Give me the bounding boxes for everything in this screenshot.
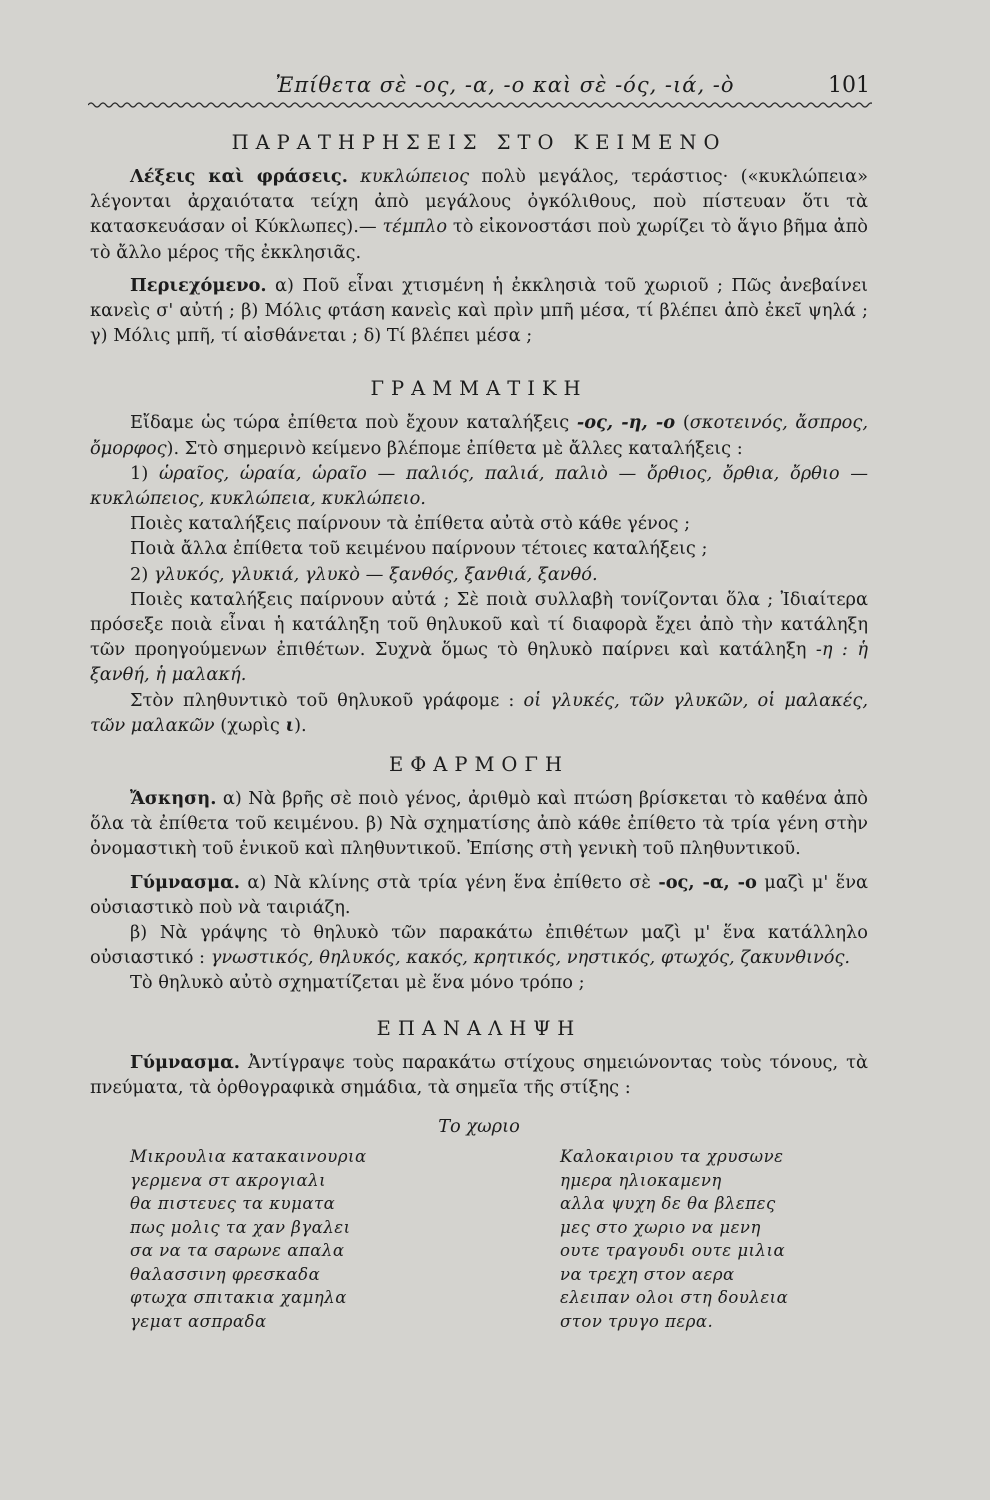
grammar-paragraph-1 bbox=[90, 410, 868, 460]
poem-line: ελειπαν ολοι στη δουλεια bbox=[560, 1288, 789, 1308]
grammar-paragraph-3 bbox=[90, 688, 868, 738]
label-gymnasma: Γύμνασμα. bbox=[130, 1051, 240, 1073]
poem-line: να τρεχη στον αερα bbox=[560, 1264, 735, 1284]
list-text: γλυκός, γλυκιά, γλυκὸ — ξανθός, ξανθιά, ξανθό. bbox=[153, 563, 598, 585]
grammar-question-2: Ποιὰ ἄλλα ἐπίθετα τοῦ κειμένου παίρνουν τέτοιες καταλήξεις ; bbox=[130, 538, 708, 560]
page-content bbox=[90, 128, 868, 1335]
page-header bbox=[0, 70, 990, 110]
running-head: Ἐπίθετα σὲ -ος, -α, -ο καὶ σὲ -ός, -ιά, -ὸ bbox=[275, 73, 735, 97]
paragraph-gymnasma-beta bbox=[90, 920, 868, 970]
poem-line: σα να τα σαρωνε απαλα bbox=[130, 1241, 345, 1261]
paragraph-closing: Τὸ θηλυκὸ αὐτὸ σχηματίζεται μὲ ἕνα μόνο τρόπο ; bbox=[130, 972, 585, 994]
lexeis-definition-a: πολὺ μεγάλος, τεράστιος· («κυκλώπεια» λέγονται ἀρχαιότατα τείχη ἀπὸ μεγάλους ὀγκόλιθους, ποὺ πίστευαν ὅτι τὰ κατασκευάσαν οἱ Κύκλωπες).— bbox=[90, 166, 869, 238]
label-lexeis: Λέξεις καὶ φράσεις. bbox=[130, 166, 348, 187]
grammar-iota: ι bbox=[285, 714, 295, 736]
adjective-list: γνωστικός, θηλυκός, κακός, κρητικός, νηστικός, φτωχός, ζακυνθινός. bbox=[210, 947, 851, 969]
paragraph-review-gymnasma bbox=[90, 1050, 868, 1100]
list-number: 1) bbox=[130, 462, 159, 484]
review-text: Ἀντίγραψε τοὺς παρακάτω στίχους σημειώνοντας τοὺς τόνους, τὰ πνεύματα, τὰ ὀρθογραφικὰ σημάδια, τὰ σημεῖα τῆς στίξης : bbox=[90, 1051, 868, 1098]
section-title-grammar: ΓΡΑΜΜΑΤΙΚΗ bbox=[370, 377, 588, 401]
term-kyklopeios: κυκλώπειος bbox=[360, 166, 470, 187]
grammar-paragraph-2 bbox=[90, 587, 868, 688]
grammar-examples: σκοτεινός, ἄσπρος, ὄμορφος bbox=[90, 412, 868, 459]
label-periexomeno: Περιεχόμενο. bbox=[130, 274, 267, 296]
grammar-text: ( bbox=[675, 412, 690, 434]
wavy-rule bbox=[88, 100, 872, 110]
poem-line: θα πιστευες τα κυματα bbox=[130, 1194, 336, 1214]
grammar-text: Ποιὲς καταλήξεις παίρνουν αὐτά ; Σὲ ποιὰ συλλαβὴ τονίζονται ὅλα ; Ἰδιαίτερα πρόσεξε ποιὰ εἶναι ἡ κατάληξη τοῦ θηλυκοῦ καὶ τί διαφορὰ ἔχει ἀπὸ τὴν κατάληξη τῶν προηγούμενων ἐπιθέτων. Συχνὰ ὅμως τὸ θηλυκὸ παίρνει καὶ κατάληξη bbox=[90, 588, 868, 661]
grammar-question-1: Ποιὲς καταλήξεις παίρνουν τὰ ἐπίθετα αὐτὰ στὸ κάθε γένος ; bbox=[130, 513, 691, 535]
poem-line: φτωχα σπιτακια χαμηλα bbox=[130, 1288, 347, 1308]
poem-line: γερμενα στ ακρογιαλι bbox=[130, 1170, 327, 1190]
poem-line: ουτε τραγουδι ουτε μιλια bbox=[560, 1241, 786, 1261]
grammar-text: Εἴδαμε ὡς τώρα ἐπίθετα ποὺ ἔχουν καταλήξεις bbox=[130, 412, 577, 434]
term-templo: τέμπλο bbox=[382, 216, 448, 238]
label-gymnasma: Γύμνασμα. bbox=[130, 871, 240, 893]
grammar-list-2 bbox=[90, 562, 868, 587]
periexomeno-text: α) Ποῦ εἶναι χτισμένη ἡ ἐκκλησιὰ τοῦ χωριοῦ ; Πῶς ἀνεβαίνει κανεὶς σ' αὐτή ; β) Μόλις φτάση κανεὶς καὶ πρὶν μπῆ μέσα, τί βλέπει ἀπὸ ἐκεῖ ψηλά ; γ) Μόλις μπῆ, τί αἰσθάνεται ; δ) Τί βλέπει μέσα ; bbox=[90, 274, 868, 347]
grammar-text: ). bbox=[294, 714, 307, 736]
grammar-text: (χωρὶς bbox=[214, 714, 286, 736]
section-title-application: ΕΦΑΡΜΟΓΗ bbox=[389, 753, 569, 777]
section-title-review: ΕΠΑΝΑΛΗΨΗ bbox=[376, 1016, 582, 1040]
gymnasma-text: α) Νὰ κλίνης στὰ τρία γένη ἕνα ἐπίθετο σὲ bbox=[240, 871, 659, 893]
paragraph-gymnasma bbox=[90, 870, 868, 920]
grammar-endings: -ος, -η, -ο bbox=[576, 412, 676, 434]
list-number: 2) bbox=[130, 563, 154, 585]
poem-line: Μικρουλια κατακαινουρια bbox=[130, 1147, 367, 1167]
poem bbox=[90, 1145, 868, 1335]
gymnasma-endings: -ος, -α, -ο bbox=[658, 871, 757, 893]
poem-line: γεματ ασπραδα bbox=[130, 1311, 267, 1331]
paragraph-lexeis bbox=[90, 164, 868, 265]
section-title-observations: ΠΑΡΑΤΗΡΗΣΕΙΣ ΣΤΟ ΚΕΙΜΕΝΟ bbox=[231, 131, 727, 154]
askisi-text: α) Νὰ βρῆς σὲ ποιὸ γένος, ἀριθμὸ καὶ πτώση βρίσκεται τὸ καθένα ἀπὸ ὅλα τὰ ἐπίθετα τοῦ κειμένου. β) Νὰ σχηματίσης ἀπὸ κάθε ἐπίθετο τὰ τρία γένη στὴν ὀνομαστικὴ τοῦ ἑνικοῦ καὶ πληθυντικοῦ. Ἐπίσης στὴ γενικὴ τοῦ πληθυντικοῦ. bbox=[90, 788, 868, 860]
gymnasma-text: μαζὶ μ' ἕνα οὐσιαστικὸ ποὺ νὰ ταιριάζη. bbox=[90, 871, 869, 918]
page-number: 101 bbox=[828, 73, 870, 98]
grammar-text: Στὸν πληθυντικὸ τοῦ θηλυκοῦ γράφομε : bbox=[130, 689, 524, 711]
grammar-text: ). Στὸ σημερινὸ κείμενο βλέπομε ἐπίθετα μὲ ἄλλες καταλήξεις : bbox=[166, 437, 743, 459]
poem-line: μες στο χωριο να μενη bbox=[560, 1217, 761, 1237]
label-askisi: Ἄσκηση. bbox=[130, 788, 217, 810]
poem-line: στον τρυγο περα. bbox=[560, 1311, 714, 1331]
paragraph-periexomeno bbox=[90, 273, 868, 349]
poem-title: Το χωριο bbox=[438, 1116, 520, 1138]
poem-line: αλλα ψυχη δε θα βλεπες bbox=[560, 1194, 776, 1214]
grammar-example: -η : ἡ ξανθή, ἡ μαλακή. bbox=[90, 639, 868, 686]
lexeis-definition-b: τὸ εἰκονοστάσι ποὺ χωρίζει τὸ ἅγιο βῆμα ἀπὸ τὸ ἄλλο μέρος τῆς ἐκκλησιᾶς. bbox=[90, 216, 868, 263]
poem-line: θαλασσινη φρεσκαδα bbox=[130, 1264, 321, 1284]
list-text: ὡραῖος, ὡραία, ὡραῖο — παλιός, παλιά, παλιὸ — ὄρθιος, ὄρθια, ὄρθιο — κυκλώπειος, κυκλώπεια, κυκλώπειο. bbox=[90, 462, 868, 510]
poem-stanza-right bbox=[560, 1145, 788, 1333]
poem-line: Καλοκαιριου τα χρυσωνε bbox=[560, 1147, 784, 1167]
poem-line: πως μολις τα χαν βγαλει bbox=[130, 1217, 351, 1237]
grammar-list-1 bbox=[90, 461, 868, 511]
paragraph-askisi bbox=[90, 786, 868, 862]
poem-stanza-left bbox=[130, 1145, 367, 1333]
grammar-example: οἱ γλυκές, τῶν γλυκῶν, οἱ μαλακές, τῶν μαλακῶν bbox=[90, 689, 868, 736]
gymnasma-text: β) Νὰ γράψης τὸ θηλυκὸ τῶν παρακάτω ἐπιθέτων μαζὶ μ' ἕνα κατάλληλο οὐσιαστικό : bbox=[90, 922, 868, 969]
poem-line: ημερα ηλιοκαμενη bbox=[560, 1170, 722, 1190]
